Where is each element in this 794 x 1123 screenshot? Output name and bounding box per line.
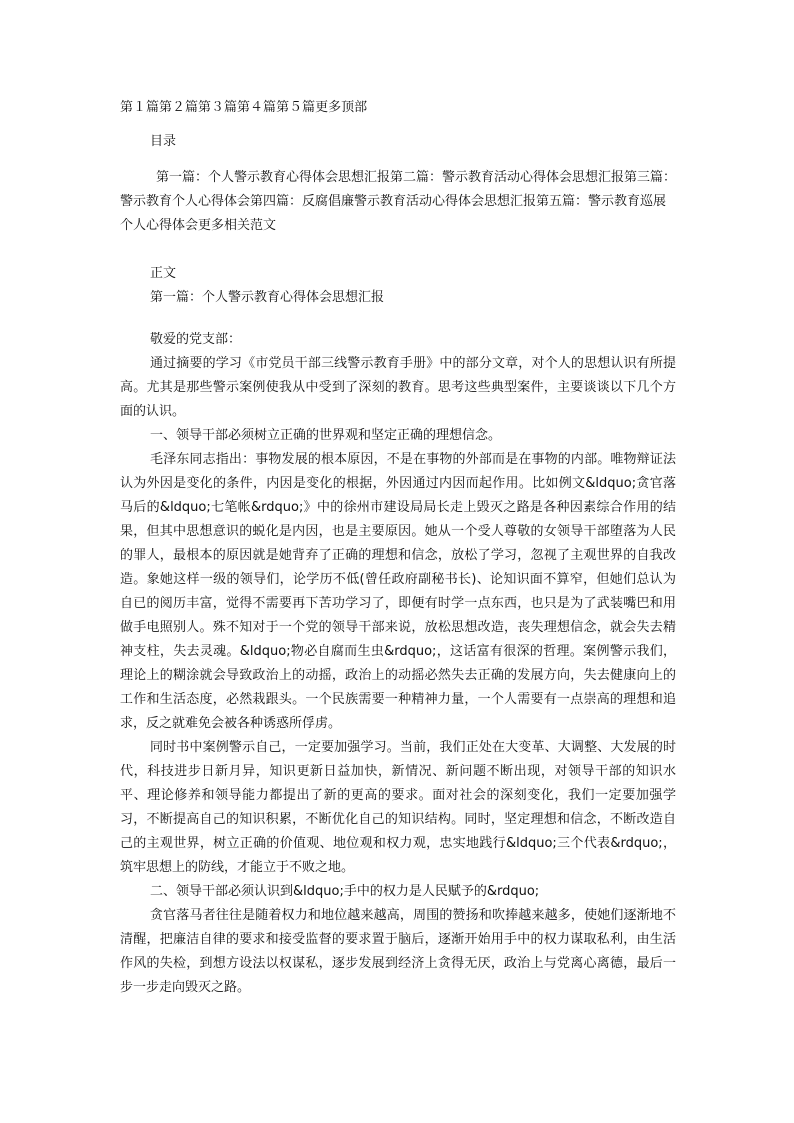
nav-link-part-4[interactable]: 第４篇: [237, 100, 277, 115]
body-paragraph: 毛泽东同志指出：事物发展的根本原因，不是在事物的外部而是在事物的内部。唯物辩证法认为外因是变化的条件，内因是变化的根据，外因通过内因而起作用。比如例文&ldquo;贪官落马后的&ldquo;七笔帐&rdquo;》中的徐州市建设局局长走上毁灭之路是各种因素综合作用的结果，但其中思想意识的蜕化是内因，也是主要原因。她从一个受人尊敬的女领导干部堕落为人民的罪人，最根本的原因就是她背弃了正确的理想和信念，放松了学习，忽视了主观世界的自我改造。象她这样一级的领导们，论学历不低(曾任政府副秘书长)、论知识面不算窄，但她们总认为自已的阅历丰富，觉得不需要再下苦功学习了，即便有时学一点东西，也只是为了武装嘴巴和用做手电照别人。殊不知对于一个党的领导干部来说，放松思想改造，丧失理想信念，就会失去精神支柱，失去灵魂。&ldquo;物必自腐而生虫&rdquo;，这话富有很深的哲理。案例警示我们，理论上的糊涂就会导致政治上的动摇，政治上的动摇必然失去正确的发展方向，失去健康向上的工作和生活态度，必然栽跟头。一个民族需要一种精神力量，一个人需要有一点崇高的理想和追求，反之就难免会被各种诱惑所俘虏。: [120, 452, 676, 731]
body-paragraph: 通过摘要的学习《市党员干部三线警示教育手册》中的部分文章，对个人的思想认识有所提高。尤其是那些警示案例使我从中受到了深刻的教育。思考这些典型案件，主要谈谈以下几个方面的认识。: [120, 356, 676, 419]
toc-title: 目录: [150, 134, 177, 149]
nav-link-part-5[interactable]: 第５篇: [276, 100, 316, 115]
salutation: 敬爱的党支部：: [150, 332, 242, 347]
toc-text: 第一篇：个人警示教育心得体会思想汇报第二篇：警示教育活动心得体会思想汇报第三篇：警示教育个人心得体会第四篇：反腐倡廉警示教育活动心得体会思想汇报第五篇：警示教育巡展个人心得体会更多相关范文: [120, 170, 677, 233]
document-page: [120, 96, 676, 1000]
article-title: 第一篇：个人警示教育心得体会思想汇报: [150, 290, 385, 305]
nav-link-more[interactable]: 更多: [315, 100, 342, 115]
nav-link-part-2[interactable]: 第２篇: [159, 100, 199, 115]
body-section-label: 正文: [150, 266, 177, 281]
section-heading: 二、领导干部必须认识到&ldquo;手中的权力是人民赋予的&rdquo;: [150, 884, 540, 899]
body-paragraph: 贪官落马者往往是随着权力和地位越来越高，周围的赞扬和吹捧越来越多，使她们逐渐地不清醒，把廉洁自律的要求和接受监督的要求置于脑后，逐渐开始用手中的权力谋取私利，由生活作风的失检，到想方设法以权谋私，逐步发展到经济上贪得无厌，政治上与党离心离德，最后一步一步走向毁灭之路。: [120, 908, 676, 995]
top-navigation: [120, 96, 676, 120]
nav-link-part-1[interactable]: 第１篇: [120, 100, 160, 115]
section-heading: 一、领导干部必须树立正确的世界观和坚定正确的理想信念。: [150, 428, 502, 443]
body-paragraph: 同时书中案例警示自己，一定要加强学习。当前，我们正处在大变革、大调整、大发展的时代，科技进步日新月异，知识更新日益加快，新情况、新问题不断出现，对领导干部的知识水平、理论修养和领导能力都提出了新的更高的要求。面对社会的深刻变化，我们一定要加强学习，不断提高自己的知识积累，不断优化自己的知识结构。同时，坚定理想和信念，不断改造自己的主观世界，树立正确的价值观、地位观和权力观，忠实地践行&ldquo;三个代表&rdquo;，筑牢思想上的防线，才能立于不败之地。: [120, 740, 676, 875]
nav-link-part-3[interactable]: 第３篇: [198, 100, 238, 115]
nav-link-top[interactable]: 顶部: [341, 100, 368, 115]
